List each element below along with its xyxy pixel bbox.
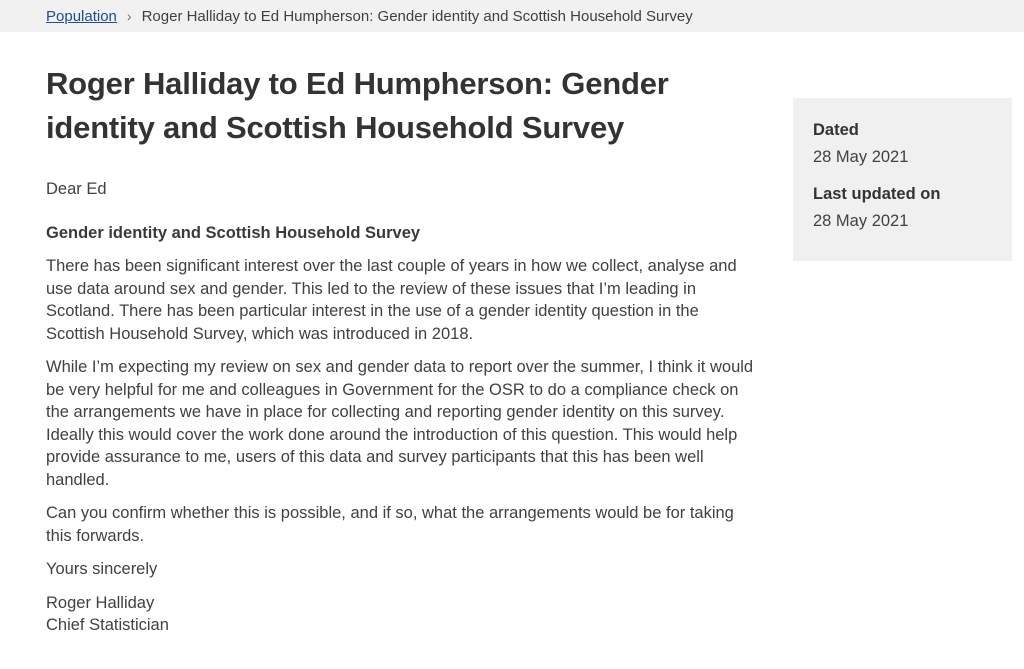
chevron-right-icon: › [126,8,132,24]
letter-body [46,178,762,637]
letter-signature-block [46,592,762,637]
letter-main-column [46,62,762,637]
last-updated-label: Last updated on [813,184,941,203]
letter-paragraph: Can you confirm whether this is possible, and if so, what the arrangements would be for taking this forwards. [46,504,734,545]
letter-paragraph: There has been significant interest over the last couple of years in how we collect, analyse and use data around sex and gender. This led to the review of these issues that I’m leading in Scotland. There has been particular interest in the use of a gender identity question in the Scottish Household Survey, which was introduced in 2018. [46,257,737,343]
dated-label: Dated [813,121,859,139]
signature-title: Chief Statistician [46,616,169,634]
dated-group [813,120,992,169]
letter-subject-heading: Gender identity and Scottish Household Survey [46,223,421,242]
letter-closing: Yours sincerely [46,560,158,578]
signature-name: Roger Halliday [46,593,155,612]
breadcrumb-current-page: Roger Halliday to Ed Humpherson: Gender identity and Scottish Household Survey [141,7,693,25]
breadcrumb-link-population[interactable]: Population [46,7,117,25]
last-updated-value: 28 May 2021 [813,212,909,231]
page-content [0,62,1024,637]
last-updated-group [813,184,992,233]
breadcrumb [0,0,1024,32]
letter-paragraph: While I’m expecting my review on sex and gender data to report over the summer, I think it would be very helpful for me and colleagues in Government for the OSR to do a compliance check on the arrangements we have in place for collecting and reporting gender identity on this survey. Ideally this would cover the work done around the introduction of this question. This would help provide assurance to me, users of this data and survey participants that this has been well handled. [46,358,754,489]
document-meta-panel [793,98,1012,261]
letter-salutation: Dear Ed [46,180,107,198]
page-title: Roger Halliday to Ed Humpherson: Gender identity and Scottish Household Survey [46,66,669,145]
dated-value: 28 May 2021 [813,148,909,167]
